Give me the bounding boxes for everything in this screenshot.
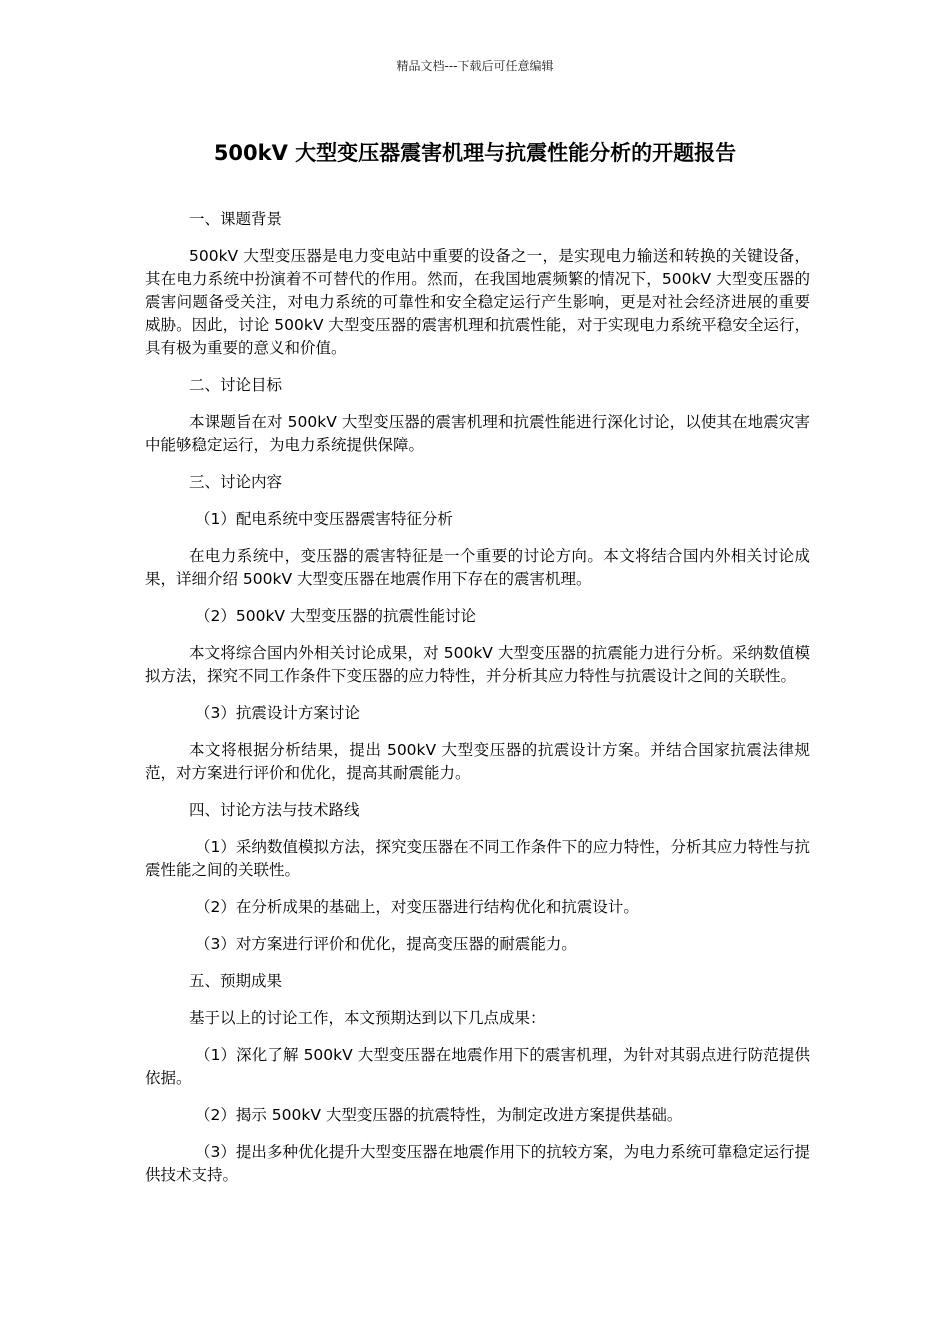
- section-heading-content: 三、讨论内容: [189, 473, 283, 491]
- content-item-1-label: （1）配电系统中变压器震害特征分析: [195, 510, 453, 528]
- outcome-point-2: （2）揭示 500kV 大型变压器的抗震特性，为制定改进方案提供基础。: [195, 1106, 683, 1124]
- page-header: 精品文档---下载后可任意编辑: [396, 59, 554, 73]
- outcome-point-1: （1）深化了解 500kV 大型变压器在地震作用下的震害机理，为针对其弱点进行防范提供依据。: [145, 1046, 810, 1087]
- content-item-3-text: 本文将根据分析结果，提出 500kV 大型变压器的抗震设计方案。并结合国家抗震法律规范，对方案进行评价和优化，提高其耐震能力。: [145, 741, 810, 782]
- method-point-1: （1）采纳数值模拟方法，探究变压器在不同工作条件下的应力特性，分析其应力特性与抗震性能之间的关联性。: [145, 838, 810, 879]
- content-item-1-text: 在电力系统中，变压器的震害特征是一个重要的讨论方向。本文将结合国内外相关讨论成果，详细介绍 500kV 大型变压器在地震作用下存在的震害机理。: [145, 547, 810, 588]
- section-heading-methods: 四、讨论方法与技术路线: [189, 801, 360, 819]
- content-item-3-label: （3）抗震设计方案讨论: [195, 704, 360, 722]
- method-point-2: （2）在分析成果的基础上，对变压器进行结构优化和抗震设计。: [195, 898, 639, 916]
- method-point-3: （3）对方案进行评价和优化，提高变压器的耐震能力。: [195, 935, 577, 953]
- paragraph-objectives: 本课题旨在对 500kV 大型变压器的震害机理和抗震性能进行深化讨论，以使其在地震灾害中能够稳定运行，为电力系统提供保障。: [145, 413, 810, 454]
- content-item-2-text: 本文将综合国内外相关讨论成果，对 500kV 大型变压器的抗震能力进行分析。采纳数值模拟方法，探究不同工作条件下变压器的应力特性，并分析其应力特性与抗震设计之间的关联性。: [145, 644, 810, 685]
- outcome-point-3: （3）提出多种优化提升大型变压器在地震作用下的抗较方案，为电力系统可靠稳定运行提供技术支持。: [145, 1143, 810, 1184]
- paragraph-background: 500kV 大型变压器是电力变电站中重要的设备之一，是实现电力输送和转换的关键设备，其在电力系统中扮演着不可替代的作用。然而，在我国地震频繁的情况下，500kV 大型变压器的震害问题备受关注，对电力系统的可靠性和安全稳定运行产生影响，更是对社会经济进展的重要威胁。因此，讨论 500kV 大型变压器的震害机理和抗震性能，对于实现电力系统平稳安全运行，具有极为重要的意义和价值。: [145, 247, 810, 357]
- document-title: 500kV 大型变压器震害机理与抗震性能分析的开题报告: [213, 141, 737, 165]
- section-heading-background: 一、课题背景: [189, 210, 283, 228]
- content-item-2-label: （2）500kV 大型变压器的抗震性能讨论: [195, 607, 476, 625]
- section-heading-objectives: 二、讨论目标: [189, 376, 283, 394]
- section-heading-outcomes: 五、预期成果: [189, 972, 283, 990]
- outcomes-intro: 基于以上的讨论工作，本文预期达到以下几点成果：: [189, 1009, 546, 1027]
- document-body: [145, 208, 810, 1201]
